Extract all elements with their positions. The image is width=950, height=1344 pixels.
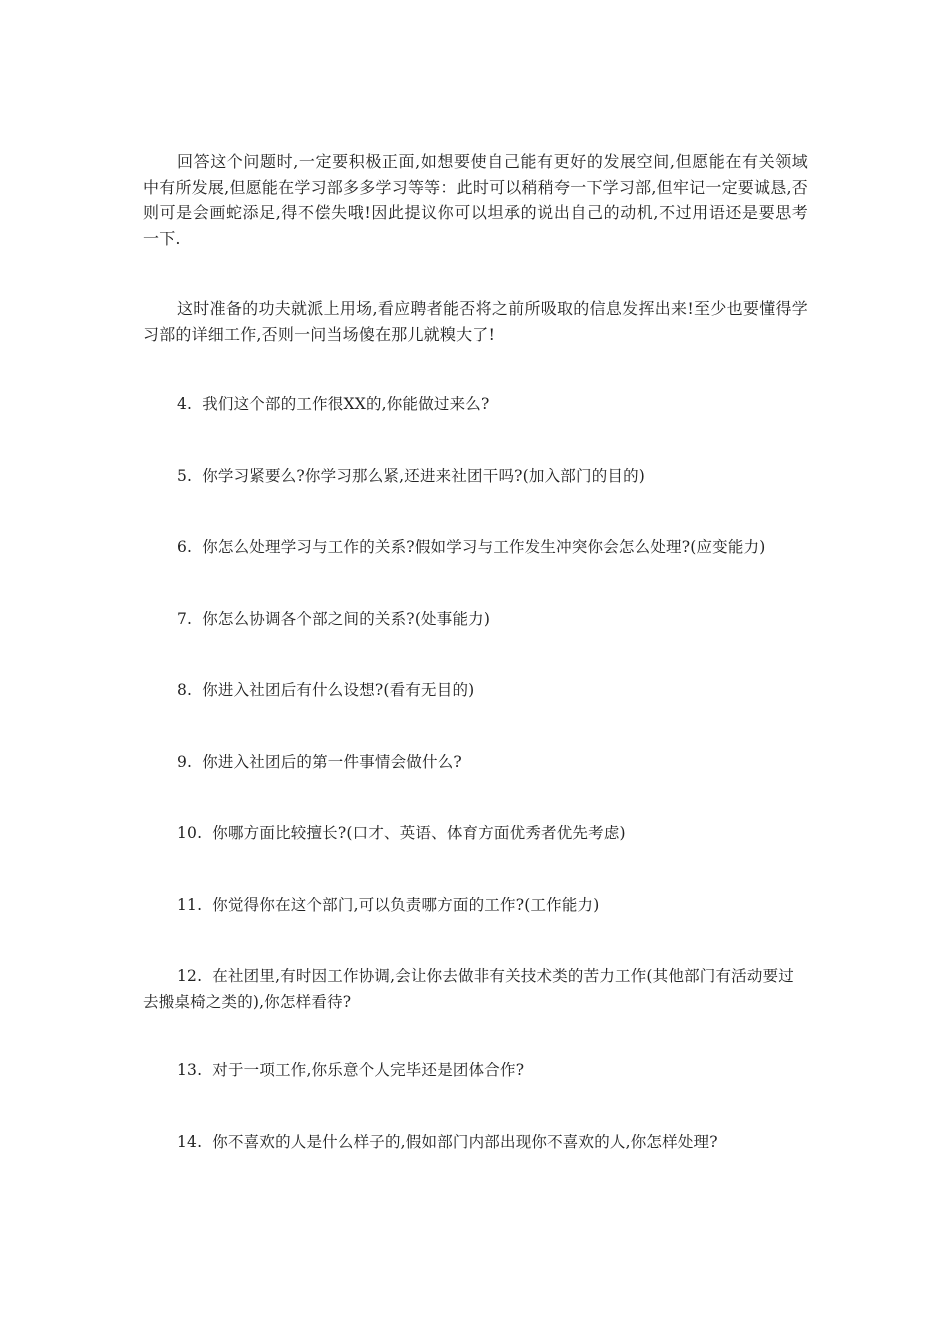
question-number: 10. — [177, 824, 203, 842]
question-text: 你不喜欢的人是什么样子的,假如部门内部出现你不喜欢的人,你怎样处理? — [212, 1132, 718, 1151]
question-item — [143, 750, 808, 776]
question-text: 你怎么协调各个部之间的关系?(处事能力) — [202, 609, 491, 628]
question-text: 你觉得你在这个部门,可以负责哪方面的工作?(工作能力) — [212, 895, 600, 914]
question-item — [143, 535, 808, 561]
question-number: 4. — [177, 395, 193, 413]
question-item — [143, 392, 808, 418]
intro-section — [143, 149, 808, 347]
question-item — [143, 678, 808, 704]
question-item — [143, 821, 808, 847]
question-number: 9. — [177, 752, 193, 771]
paragraph: 回答这个问题时,一定要积极正面,如想要使自己能有更好的发展空间,但愿能在有关领域中有所发展,但愿能在学习部多多学习等等：此时可以稍稍夸一下学习部,但牢记一定要诚恳,否则可是会画蛇添足,得不偿失哦!因此提议你可以坦承的说出自己的动机,不过用语还是要思考一下. — [143, 152, 808, 248]
question-item — [143, 893, 808, 919]
question-item — [143, 607, 808, 633]
question-item — [143, 464, 808, 490]
question-text: 对于一项工作,你乐意个人完毕还是团体合作? — [212, 1061, 525, 1079]
question-list — [143, 392, 808, 1201]
question-item — [143, 1058, 808, 1084]
question-text: 你进入社团后的第一件事情会做什么? — [202, 752, 462, 771]
question-number: 8. — [177, 681, 193, 699]
question-number: 5. — [177, 466, 193, 485]
question-text: 在社团里,有时因工作协调,会让你去做非有关技术类的苦力工作(其他部门有活动要过去搬桌椅之类的),你怎样看待? — [143, 967, 794, 1011]
question-item — [143, 1130, 808, 1156]
question-number: 6. — [177, 538, 193, 556]
question-text: 你怎么处理学习与工作的关系?假如学习与工作发生冲突你会怎么处理?(应变能力) — [202, 538, 766, 556]
question-text: 你哪方面比较擅长?(口才、英语、体育方面优秀者优先考虑) — [212, 824, 626, 842]
question-number: 13. — [177, 1061, 203, 1079]
paragraph: 这时准备的功夫就派上用场,看应聘者能否将之前所吸取的信息发挥出来!至少也要懂得学习部的详细工作,否则一问当场傻在那儿就糗大了! — [143, 299, 808, 344]
question-text: 我们这个部的工作很XX的,你能做过来么? — [202, 395, 490, 413]
question-item — [143, 964, 808, 1015]
question-number: 12. — [177, 967, 203, 985]
question-text: 你学习紧要么?你学习那么紧,还进来社团干吗?(加入部门的目的) — [202, 466, 646, 485]
question-number: 11. — [177, 895, 203, 914]
question-number: 14. — [177, 1132, 203, 1151]
question-text: 你进入社团后有什么设想?(看有无目的) — [202, 681, 475, 699]
question-number: 7. — [177, 609, 193, 628]
